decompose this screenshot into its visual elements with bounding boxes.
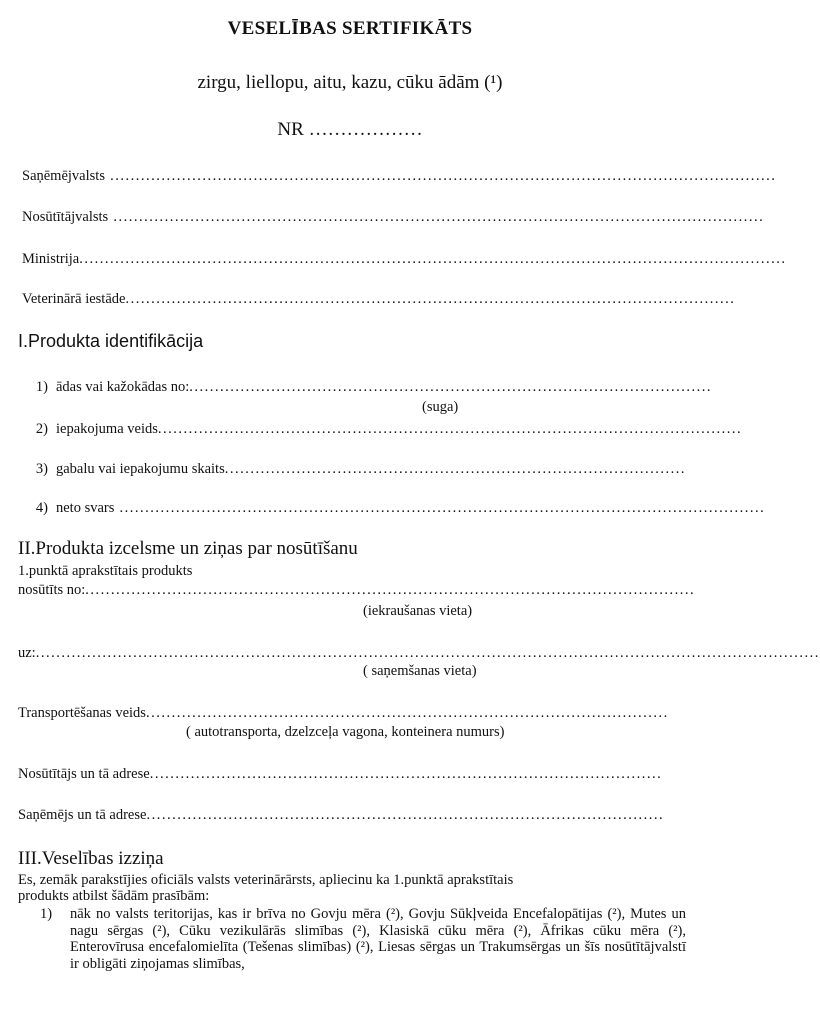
fill-line: .................................................................................................................. — [157, 421, 743, 437]
section3-heading: III.Veselības izziņa — [18, 848, 164, 869]
fill-line: ...................................................................................................... — [189, 379, 713, 395]
fill-line: ............................................................................................................................... — [108, 209, 765, 225]
fill-line: ....................................................................................................................... — [85, 582, 696, 598]
section1-heading: I.Produkta identifikācija — [18, 331, 204, 351]
fill-line: .......................................................................................... — [224, 461, 686, 477]
field-label: Nosūtītājs un tā adrese — [18, 766, 150, 782]
section3-intro-line2: produkts atbilst šādām prasībām: — [18, 888, 210, 904]
field-label: Nosūtītājvalsts — [22, 209, 109, 225]
fill-line: .................................................................................................... — [149, 766, 663, 782]
section2-heading: II.Produkta izcelsme un ziņas par nosūtīšanu — [18, 538, 358, 559]
field-label: Transportēšanas veids — [18, 705, 146, 721]
field-ministry[interactable] — [22, 251, 787, 268]
item-label: neto svars — [56, 500, 115, 516]
fill-line: ..................................................................................................... — [146, 807, 665, 823]
field-receiver-address[interactable] — [18, 807, 690, 824]
item-number: 2) — [35, 421, 48, 437]
field-sent-from[interactable] — [18, 582, 696, 599]
field-label: Saņēmējs un tā adrese — [18, 807, 147, 823]
field-sender-address[interactable] — [18, 766, 690, 783]
fill-line: ....................................................................................................................... — [125, 291, 736, 307]
item-hides-species[interactable] — [18, 379, 713, 396]
species-note: (suga) — [422, 399, 459, 415]
receiving-place-note: ( saņemšanas vieta) — [363, 663, 477, 679]
field-label: nosūtīts no: — [18, 582, 86, 598]
field-receiving-country[interactable] — [22, 168, 777, 185]
certificate-number: NR ……………… — [277, 119, 423, 140]
item-piece-count[interactable] — [18, 461, 690, 478]
item-label: gabalu vai iepakojumu skaits — [56, 461, 225, 477]
item-number: 4) — [35, 500, 48, 516]
transport-note: ( autotransporta, dzelzceļa vagona, konteinera numurs) — [186, 724, 505, 740]
section3-intro-line1: Es, zemāk parakstījies oficiāls valsts veterinārārsts, apliecinu ka 1.punktā aprakstītais — [18, 872, 514, 888]
item-packaging-type[interactable] — [18, 421, 743, 438]
document-title: VESELĪBAS SERTIFIKĀTS — [227, 18, 473, 39]
fill-line: .................................................................................................................................. — [104, 168, 777, 184]
field-veterinary-office[interactable] — [22, 291, 736, 308]
field-transport-type[interactable] — [18, 705, 680, 722]
fill-line: .............................................................................................................................. — [114, 500, 766, 516]
item-label: iepakojuma veids — [56, 421, 158, 437]
fill-line: ...................................................................................................... — [145, 705, 669, 721]
item-net-weight[interactable] — [18, 500, 766, 517]
fill-line: .......................................................................................................................................... — [79, 251, 787, 267]
field-label: uz: — [18, 645, 36, 661]
field-sent-to[interactable] — [18, 645, 820, 662]
field-label: Ministrija — [22, 251, 80, 267]
document-subtitle: zirgu, liellopu, aitu, kazu, cūku ādām (¹) — [197, 72, 503, 93]
field-sending-country[interactable] — [22, 209, 765, 226]
loading-place-note: (iekraušanas vieta) — [363, 603, 473, 619]
item-number: 3) — [35, 461, 48, 477]
field-label: Saņēmējvalsts — [22, 168, 105, 184]
item-number: 1) — [35, 379, 48, 395]
field-label: Veterinārā iestāde — [22, 291, 126, 307]
section3-item-number: 1) — [40, 906, 53, 922]
section2-intro: 1.punktā aprakstītais produkts — [18, 563, 193, 579]
section3-item-text: nāk no valsts teritorijas, kas ir brīva no Govju mēra (²), Govju Sūkļveida Encefalopātijas (²), Mutes un nagu sērgas (²), Cūku vezikulārās slimības (²), Klasiskā cūku mēra (²), Āfrikas cūku mēra (²), Enterovīrusa encefalomielīta (Tešenas slimības) (²), Liesas sērgas un Trakumsērgas un šīs nosūtītājvalstī ir obligāti ziņojamas slimības, — [70, 906, 686, 972]
fill-line: ......................................................................................................................................................... — [35, 645, 820, 661]
item-label: ādas vai kažokādas no: — [56, 379, 190, 395]
